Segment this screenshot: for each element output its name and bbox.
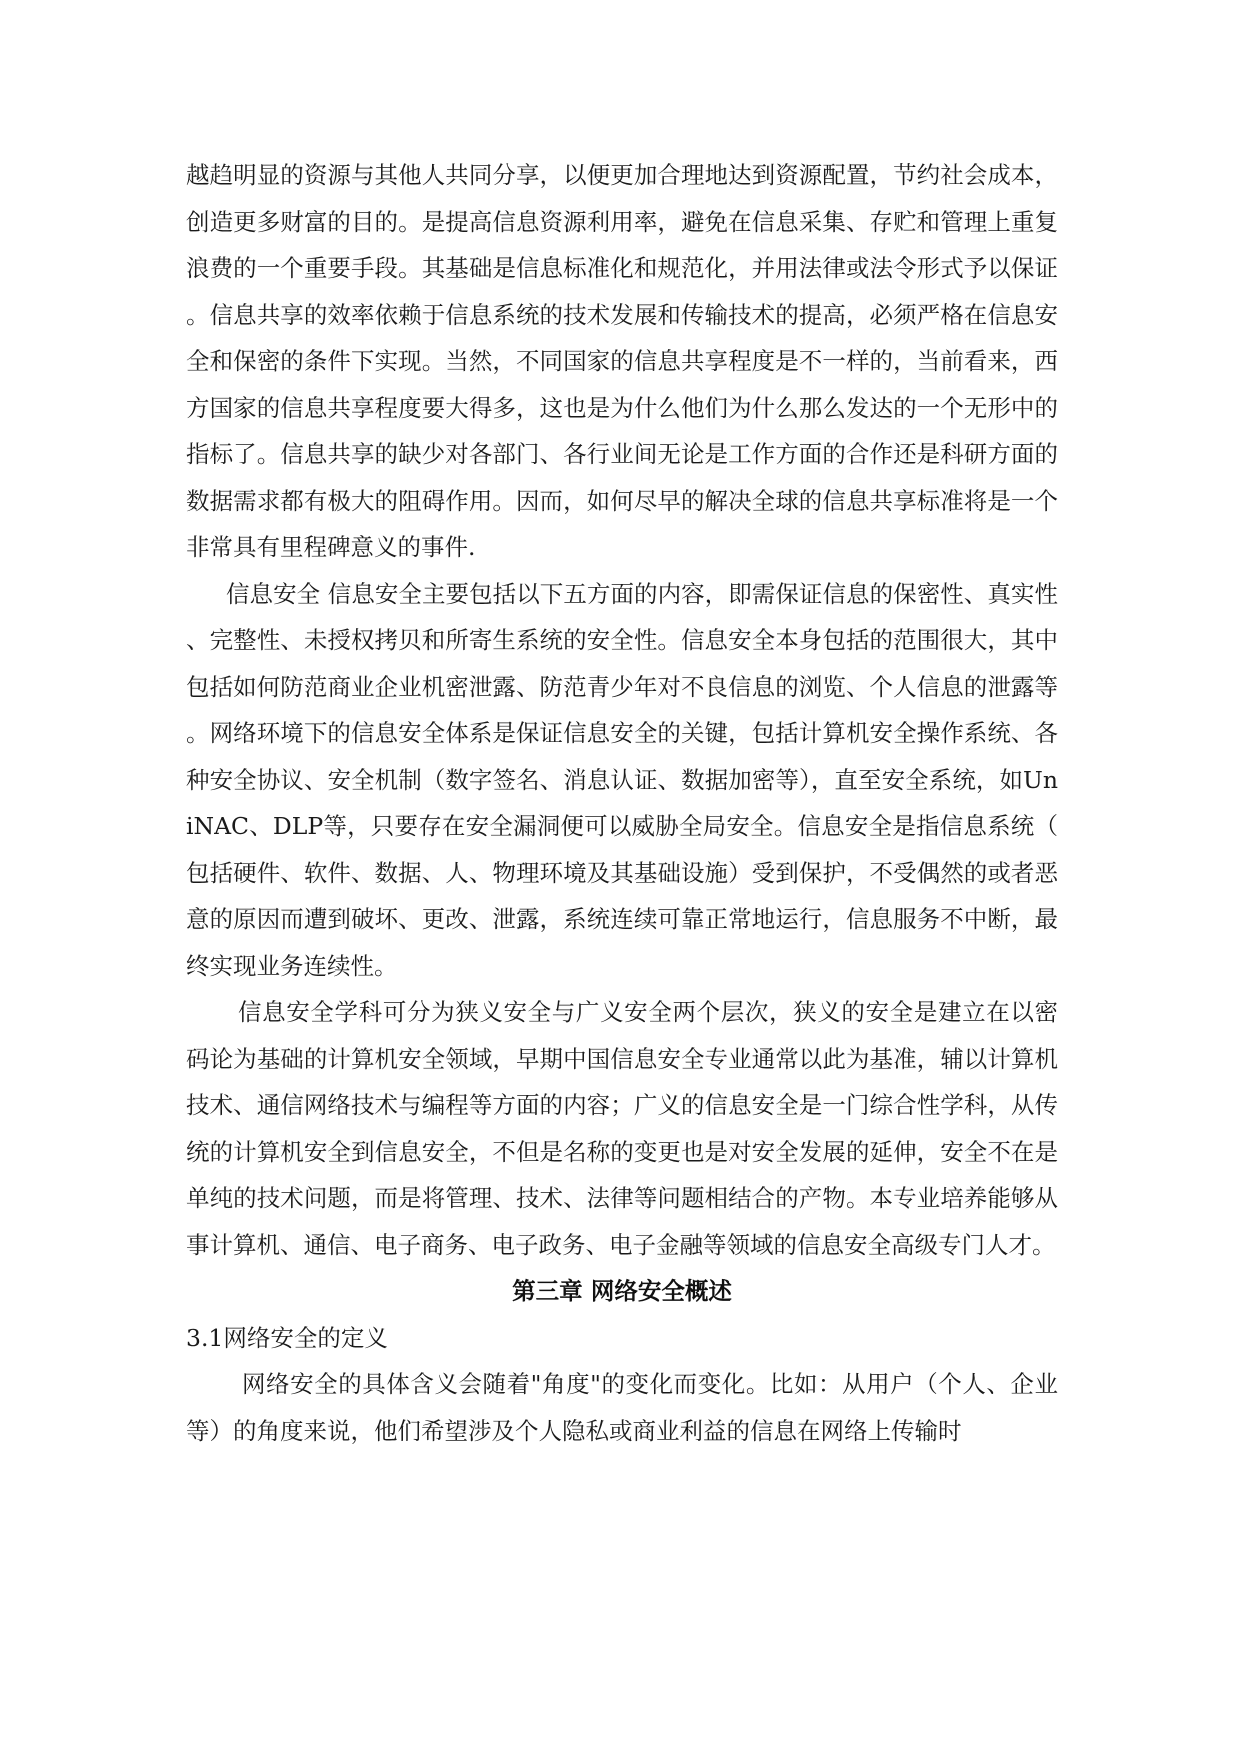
paragraph-information-security: 信息安全 信息安全主要包括以下五方面的内容，即需保证信息的保密性、真实性、完整性、未授权拷贝和所寄生系统的安全性。信息安全本身包括的范围很大，其中包括如何防范商业企业机密泄露、防范青少年对不良信息的浏览、个人信息的泄露等。网络环境下的信息安全体系是保证信息安全的关键，包括计算机安全操作系统、各种安全协议、安全机制（数字签名、消息认证、数据加密等），直至安全系统，如UniNAC、DLP等，只要存在安全漏洞便可以威胁全局安全。信息安全是指信息系统（包括硬件、软件、数据、人、物理环境及其基础设施）受到保护，不受偶然的或者恶意的原因而遭到破坏、更改、泄露，系统连续可靠正常地运行，信息服务不中断，最终实现业务连续性。 [186, 579, 1058, 980]
paragraph-network-security-definition: 网络安全的具体含义会随着"角度"的变化而变化。比如：从用户（个人、企业等）的角度来说，他们希望涉及个人隐私或商业利益的信息在网络上传输时 [186, 1370, 1058, 1445]
document-body [186, 152, 1058, 1454]
section-title: 3.1网络安全的定义 [186, 1323, 388, 1352]
chapter-title: 第三章 网络安全概述 [512, 1277, 732, 1305]
paragraph-security-discipline: 信息安全学科可分为狭义安全与广义安全两个层次，狭义的安全是建立在以密码论为基础的计算机安全领域，早期中国信息安全专业通常以此为基准，辅以计算机技术、通信网络技术与编程等方面的内容；广义的信息安全是一门综合性学科，从传统的计算机安全到信息安全，不但是名称的变更也是对安全发展的延伸，安全不在是单纯的技术问题，而是将管理、技术、法律等问题相结合的产物。本专业培养能够从事计算机、通信、电子商务、电子政务、电子金融等领域的信息安全高级专门人才。 [186, 998, 1058, 1259]
paragraph-information-sharing: 越趋明显的资源与其他人共同分享，以便更加合理地达到资源配置，节约社会成本，创造更多财富的目的。是提高信息资源利用率，避免在信息采集、存贮和管理上重复浪费的一个重要手段。其基础是信息标准化和规范化，并用法律或法令形式予以保证。信息共享的效率依赖于信息系统的技术发展和传输技术的提高，必须严格在信息安全和保密的条件下实现。当然，不同国家的信息共享程度是不一样的，当前看来，西方国家的信息共享程度要大得多，这也是为什么他们为什么那么发达的一个无形中的指标了。信息共享的缺少对各部门、各行业间无论是工作方面的合作还是科研方面的数据需求都有极大的阻碍作用。因而，如何尽早的解决全球的信息共享标准将是一个非常具有里程碑意义的事件. [186, 161, 1058, 561]
